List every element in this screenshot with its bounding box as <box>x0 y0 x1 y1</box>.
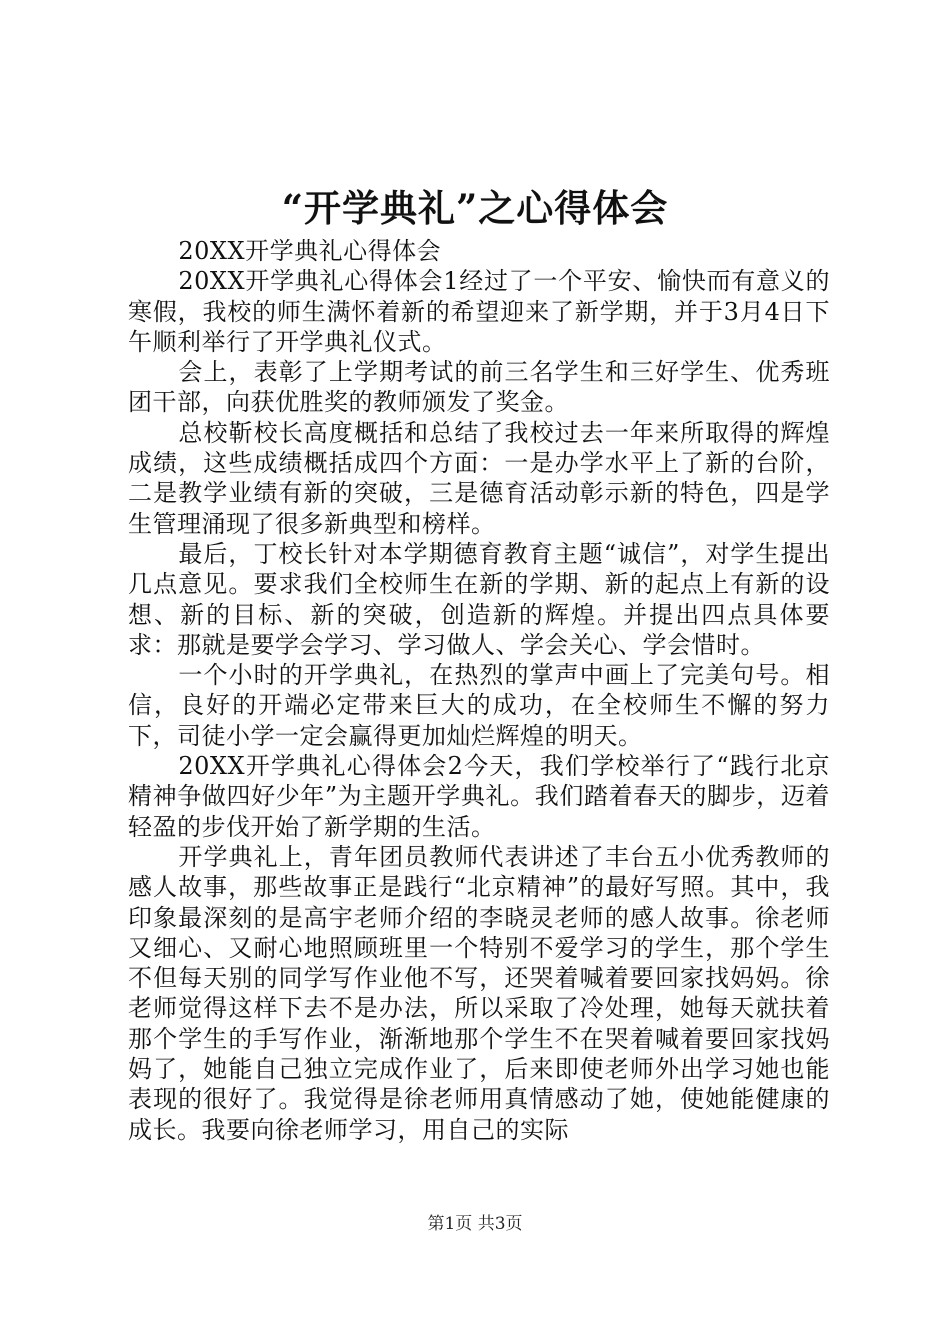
paragraph: 20XX开学典礼心得体会1经过了一个平安、愉快而有意义的寒假，我校的师生满怀着新的希望迎来了新学期，并于3月4日下午顺利举行了开学典礼仪式。 <box>128 267 830 356</box>
paragraph: 总校靳校长高度概括和总结了我校过去一年来所取得的辉煌成绩，这些成绩概括成四个方面：一是办学水平上了新的台阶，二是教学业绩有新的突破，三是德育活动彰示新的特色，四是学生管理涌现了很多新典型和榜样。 <box>128 418 830 538</box>
paragraph: 最后，丁校长针对本学期德育教育主题“诚信”，对学生提出几点意见。要求我们全校师生在新的学期、新的起点上有新的设想、新的目标、新的突破，创造新的辉煌。并提出四点具体要求：那就是要学会学习、学习做人、学会关心、学会惜时。 <box>128 539 830 659</box>
paragraph: 20XX开学典礼心得体会 <box>178 237 442 265</box>
page-footer: 第1页 共3页 <box>427 1214 523 1234</box>
paragraph: 开学典礼上，青年团员教师代表讲述了丰台五小优秀教师的感人故事，那些故事正是践行“北京精神”的最好写照。其中，我印象最深刻的是高宇老师介绍的李晓灵老师的感人故事。徐老师又细心、又耐心地照顾班里一个特别不爱学习的学生，那个学生不但每天别的同学写作业他不写，还哭着喊着要回家找妈妈。徐老师觉得这样下去不是办法，所以采取了冷处理，她每天就扶着那个学生的手写作业，渐渐地那个学生不在哭着喊着要回家找妈妈了，她能自己独立完成作业了，后来即使老师外出学习她也能表现的很好了。我觉得是徐老师用真情感动了她，使她能健康的成长。我要向徐老师学习，用自己的实际 <box>128 842 830 1144</box>
paragraph: 会上，表彰了上学期考试的前三名学生和三好学生、优秀班团干部，向获优胜奖的教师颁发了奖金。 <box>128 358 830 417</box>
paragraph: 一个小时的开学典礼，在热烈的掌声中画上了完美句号。相信，良好的开端必定带来巨大的成功，在全校师生不懈的努力下，司徒小学一定会赢得更加灿烂辉煌的明天。 <box>128 661 830 750</box>
document-body <box>128 236 830 1145</box>
paragraph: 20XX开学典礼心得体会2今天，我们学校举行了“践行北京精神争做四好少年”为主题开学典礼。我们踏着春天的脚步，迈着轻盈的步伐开始了新学期的生活。 <box>128 752 830 841</box>
document-title: “开学典礼”之心得体会 <box>281 186 669 230</box>
